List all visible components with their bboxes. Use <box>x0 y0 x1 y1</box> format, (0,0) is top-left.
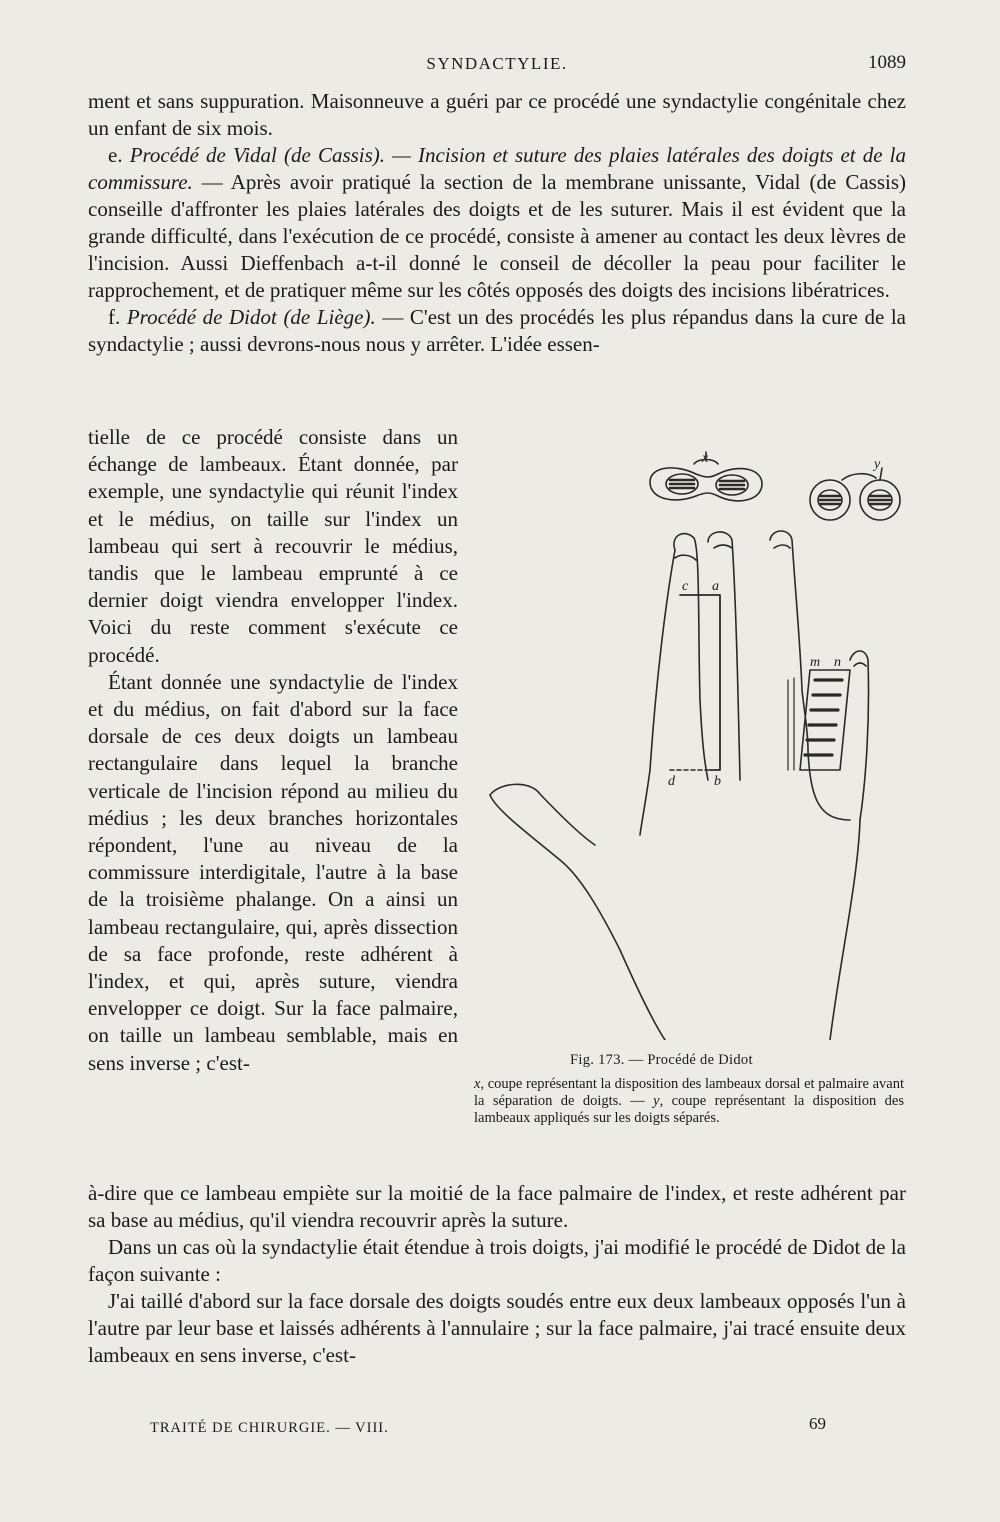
label-n: n <box>834 655 841 670</box>
running-head-title: SYNDACTYLIE. <box>426 54 568 73</box>
paragraph-lambeaux: J'ai taillé d'abord sur la face dorsale des doigts soudés entre eux deux lambeaux opposés l'un à l'autre par leur base et laissés adhérents à l'annulaire ; sur la face palmaire, j'ai tracé ensuite deux lambeaux en sens inverse, c'est- <box>88 1289 906 1367</box>
didot-body: — C'est un des procédés les plus répandus dans la cure de la syndactylie ; aussi devrons-nous nous y arrêter. L'idée essen- <box>88 305 907 356</box>
label-y: y <box>874 457 881 472</box>
paragraph-maisonneuve: ment et sans suppuration. Maisonneuve a guéri par ce procédé une syndactylie congénitale chez un enfant de six mois. <box>88 89 906 140</box>
didot-enum: f. <box>108 305 127 329</box>
paragraph-didot-cont: tielle de ce procédé consiste dans un échange de lambeaux. Étant donnée, par exemple, une syndactylie qui réunit l'index et le médius, on taille sur l'index un lambeau qui sert à recouvrir le médius, tandis que le lambeau emprunté à ce dernier doigt viendra envelopper l'index. Voici du reste comment s'exécute ce procédé. <box>88 425 458 667</box>
paragraph-didot-end: à-dire que ce lambeau empiète sur la moitié de la face palmaire de l'index, et reste adhérent par sa base au médius, qu'il viendra recouvrir après la suture. <box>88 1181 906 1232</box>
didot-title: Procédé de Didot (de Liège). <box>126 305 376 329</box>
page-footer <box>150 1414 850 1444</box>
caption-part2: , coupe représentant la disposition des lambeaux appliqués sur les doigts séparés. <box>474 1093 905 1126</box>
label-a: a <box>712 579 719 594</box>
figure-173 <box>470 440 910 1160</box>
footer-title: TRAITÉ DE CHIRURGIE. — VIII. <box>150 1420 389 1436</box>
footer-signature: 69 <box>809 1414 826 1433</box>
label-d: d <box>668 774 675 789</box>
label-m: m <box>810 655 821 670</box>
vidal-title: Procédé de Vidal (de Cassis). — Incision et suture des plaies latérales des doigts et de la commissure. <box>88 143 906 194</box>
hand-illustration <box>470 440 910 1040</box>
text-block-bottom <box>88 1180 906 1369</box>
running-head <box>88 50 906 80</box>
text-column-left <box>88 424 458 1077</box>
label-x: x <box>702 451 709 466</box>
caption-y-label: y <box>653 1093 660 1109</box>
text-block-top <box>88 88 906 358</box>
label-b: b <box>714 774 721 789</box>
page-number: 1089 <box>868 52 906 73</box>
paragraph-vidal <box>88 142 906 304</box>
vidal-enum: e. <box>108 143 130 167</box>
paragraph-syndactylie-index: Étant donnée une syndactylie de l'index et du médius, on fait d'abord sur la face dorsale de ces deux doigts un lambeau rectangulaire dans lequel la branche verticale de l'incision répond au milieu du médius ; les deux branches horizontales répondent, l'une au niveau de la commissure interdigitale, l'autre à la base de la troisième phalange. On a ainsi un lambeau rectangulaire, qui, après dissection de sa face profonde, reste adhérent à l'index, et qui, après suture, viendra envelopper ce doigt. Sur la face palmaire, on taille un lambeau semblable, mais en sens inverse ; c'est- <box>88 669 458 1075</box>
figure-title: Fig. 173. — Procédé de Didot <box>570 1052 753 1068</box>
section-y-drawing <box>810 468 900 520</box>
paragraph-trois-doigts: Dans un cas où la syndactylie était étendue à trois doigts, j'ai modifié le procédé de Didot de la façon suivante : <box>88 1235 906 1286</box>
label-c: c <box>682 579 689 594</box>
hand-outline <box>490 531 869 1040</box>
caption-x-label: x <box>474 1076 481 1092</box>
caption-part1: , coupe représentant la disposition des lambeaux dorsal et palmaire avant la séparation de doigts. — <box>474 1076 904 1109</box>
paragraph-didot <box>88 304 906 358</box>
figure-caption <box>474 1076 904 1127</box>
vidal-body: — Après avoir pratiqué la section de la membrane unissante, Vidal (de Cassis) conseille d'affronter les plaies latérales des doigts et de les suturer. Mais il est évident que la grande difficulté, dans l'exécution de ce procédé, consiste à amener au contact les deux lèvres de l'incision. Aussi Dieffenbach a-t-il donné le conseil de décoller la peau pour faciliter le rapprochement, et de pratiquer même sur les côtés opposés des doigts des incisions libératrices. <box>88 170 906 302</box>
